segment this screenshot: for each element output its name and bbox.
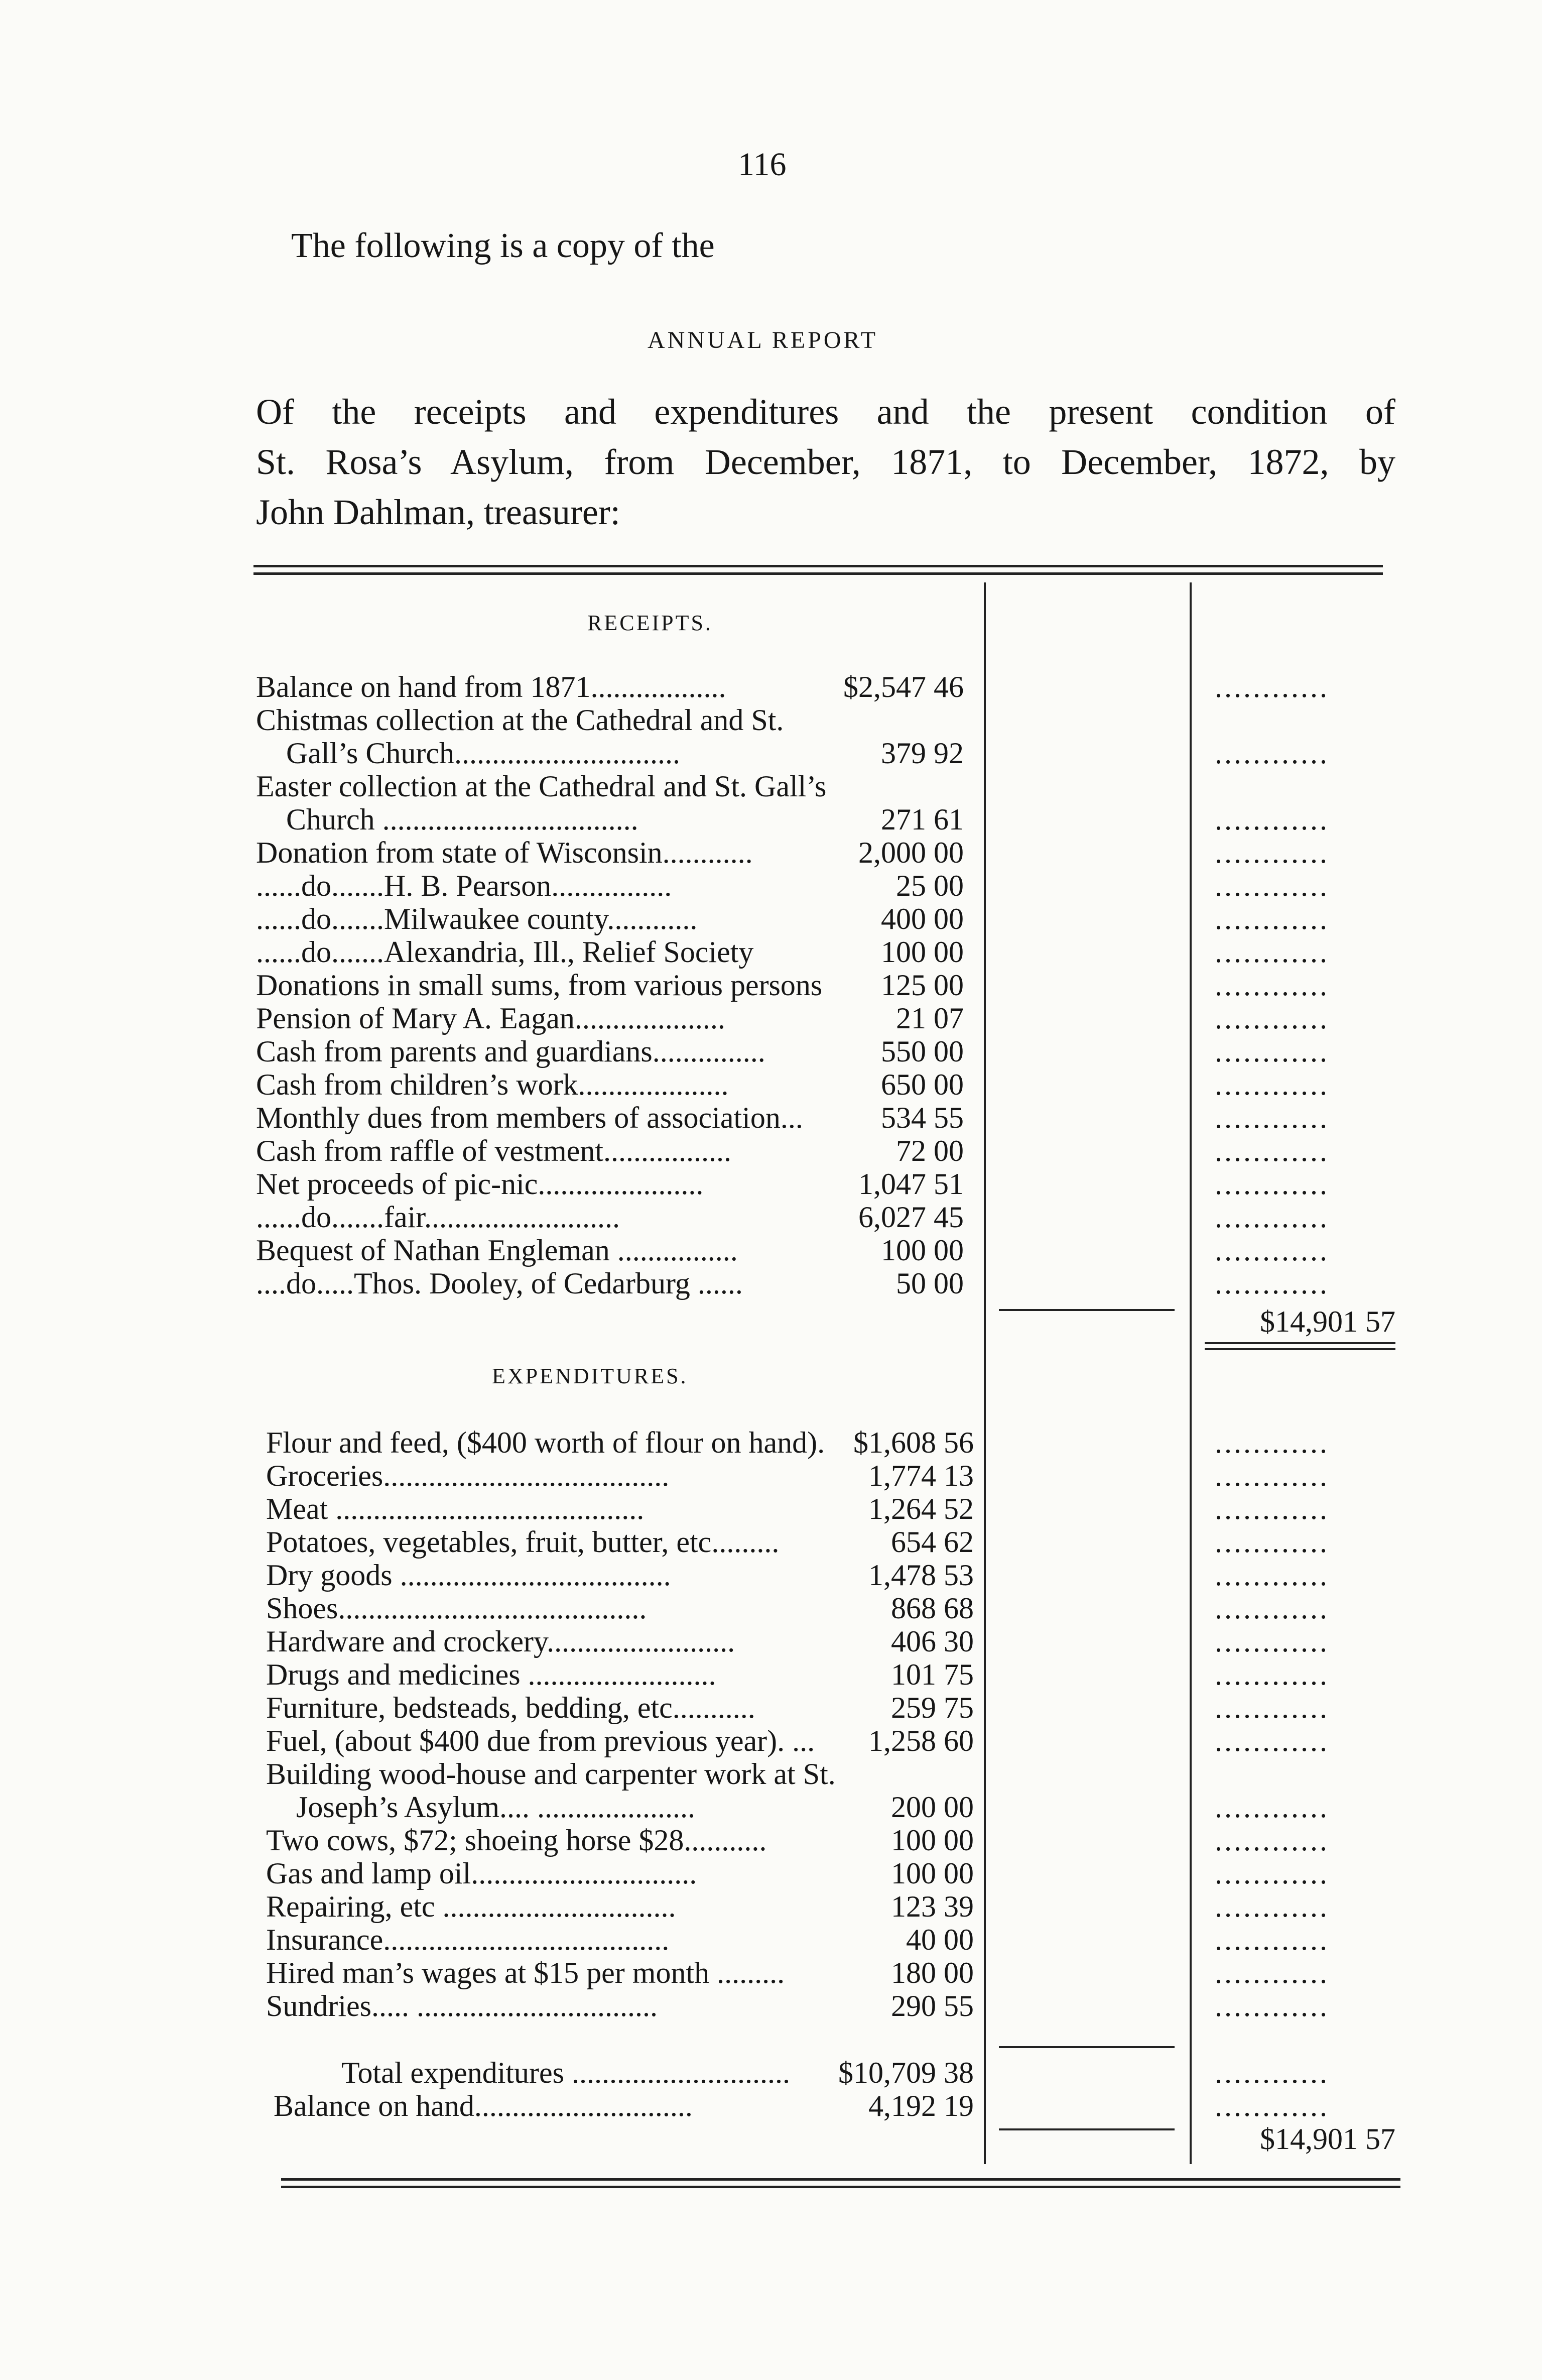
report-heading: ANNUAL REPORT (648, 327, 878, 353)
row-amount: 650 00 (881, 1068, 964, 1101)
row-amount: 101 75 (891, 1658, 974, 1691)
row-description: Cash from children’s work.................... (256, 1068, 729, 1101)
table-row (0, 703, 1542, 737)
row-amount: 1,478 53 (868, 1559, 974, 1592)
dot-leader: ............ (1215, 1459, 1329, 1492)
row-description: Groceries...................................... (266, 1459, 670, 1492)
row-description: ......do.......Alexandria, Ill., Relief Society (256, 935, 754, 969)
dot-leader: ............ (1215, 1824, 1329, 1857)
row-description: ......do.......H. B. Pearson................ (256, 869, 672, 902)
dot-leader: ............ (1215, 1068, 1329, 1101)
row-amount: 100 00 (881, 935, 964, 969)
row-description: Pension of Mary A. Eagan.................... (256, 1002, 725, 1035)
row-description: Donation from state of Wisconsin............ (256, 836, 753, 869)
table-row (0, 770, 1542, 803)
row-amount: $10,709 38 (838, 2056, 974, 2089)
row-description: Insurance...................................... (266, 1923, 670, 1956)
table-row (0, 1724, 1542, 1757)
description-line-1: Of the receipts and expenditures and the present condition of (256, 392, 1395, 432)
row-amount: 2,000 00 (858, 836, 964, 869)
row-description: Furniture, bedsteads, bedding, etc........... (266, 1691, 755, 1724)
dot-leader: ............ (1215, 1658, 1329, 1691)
row-amount: 40 00 (906, 1923, 974, 1956)
row-description: Total expenditures ............................. (341, 2056, 790, 2089)
table-row (0, 1267, 1542, 1300)
row-amount: 180 00 (891, 1956, 974, 1989)
dot-leader: ............ (1215, 836, 1329, 869)
table-row (0, 1525, 1542, 1559)
row-description: Fuel, (about $400 due from previous year). ... (266, 1724, 815, 1757)
table-row (0, 1691, 1542, 1724)
row-amount: $2,547 46 (843, 670, 964, 703)
row-description: Flour and feed, ($400 worth of flour on hand). (266, 1426, 825, 1459)
top-rule-2 (253, 572, 1383, 575)
dot-leader: ............ (1215, 1267, 1329, 1300)
row-description: Drugs and medicines ......................... (266, 1658, 716, 1691)
dot-leader: ............ (1215, 803, 1329, 836)
row-description: ......do.......fair.......................... (256, 1201, 620, 1234)
table-row (0, 1791, 1542, 1824)
row-description: Net proceeds of pic-nic...................... (256, 1167, 704, 1201)
row-description: Gas and lamp oil.............................. (266, 1857, 697, 1890)
table-row (0, 836, 1542, 869)
receipts-total-rule-2 (1205, 1348, 1395, 1350)
table-row (0, 670, 1542, 703)
row-amount: 4,192 19 (868, 2089, 974, 2122)
row-description: Dry goods .................................... (266, 1559, 671, 1592)
table-row (0, 1134, 1542, 1167)
table-row (0, 1234, 1542, 1267)
dot-leader: ............ (1215, 1923, 1329, 1956)
row-description: Bequest of Nathan Engleman ................ (256, 1234, 738, 1267)
row-description: Shoes......................................... (266, 1592, 647, 1625)
dot-leader: ............ (1215, 1956, 1329, 1989)
row-description: Meat ......................................... (266, 1492, 645, 1525)
row-description: Two cows, $72; shoeing horse $28........... (266, 1824, 767, 1857)
page-number: 116 (738, 146, 787, 183)
row-amount: 72 00 (896, 1134, 964, 1167)
table-row (0, 902, 1542, 935)
row-description: Balance on hand from 1871.................. (256, 670, 726, 703)
report-description (256, 387, 1395, 537)
dot-leader: ............ (1215, 1857, 1329, 1890)
row-description: Sundries..... ................................ (266, 1989, 658, 2022)
row-amount: 1,047 51 (858, 1167, 964, 1201)
table-row (0, 1923, 1542, 1956)
dot-leader: ............ (1215, 1989, 1329, 2022)
bottom-rule-1 (281, 2178, 1400, 2181)
dot-leader: ............ (1215, 1559, 1329, 1592)
row-amount: 379 92 (881, 737, 964, 770)
row-amount: 259 75 (891, 1691, 974, 1724)
dot-leader: ............ (1215, 1724, 1329, 1757)
table-row (0, 1167, 1542, 1201)
row-amount: 100 00 (881, 1234, 964, 1267)
description-line-2: St. Rosa’s Asylum, from December, 1871, to December, 1872, by (256, 442, 1395, 482)
table-row (0, 1035, 1542, 1068)
table-row (0, 1989, 1542, 2022)
row-amount: 100 00 (891, 1857, 974, 1890)
table-row (0, 1002, 1542, 1035)
dot-leader: ............ (1215, 1691, 1329, 1724)
balance-row (0, 2089, 1542, 2122)
row-description: Building wood-house and carpenter work at St. (266, 1757, 836, 1791)
dot-leader: ............ (1215, 869, 1329, 902)
row-amount: 100 00 (891, 1824, 974, 1857)
row-amount: 406 30 (891, 1625, 974, 1658)
row-amount: 200 00 (891, 1791, 974, 1824)
row-amount: 1,258 60 (868, 1724, 974, 1757)
row-amount: $1,608 56 (853, 1426, 974, 1459)
dot-leader: ............ (1215, 1525, 1329, 1559)
total-expenditures-row (0, 2056, 1542, 2089)
dot-leader: ............ (1215, 1134, 1329, 1167)
table-row (0, 1658, 1542, 1691)
dot-leader: ............ (1215, 902, 1329, 935)
bottom-rule-2 (281, 2186, 1400, 2188)
description-line-3: John Dahlman, treasurer: (256, 492, 620, 532)
row-description: Hardware and crockery......................... (266, 1625, 735, 1658)
table-row (0, 1426, 1542, 1459)
dot-leader: ............ (1215, 1201, 1329, 1234)
table-row (0, 935, 1542, 969)
row-description: Chistmas collection at the Cathedral and St. (256, 703, 784, 737)
grand-total: $14,901 57 (1260, 2122, 1395, 2156)
dot-leader: ............ (1215, 2089, 1329, 2122)
dot-leader: ............ (1215, 1592, 1329, 1625)
row-description: Gall’s Church.............................. (286, 737, 680, 770)
table-row (0, 1459, 1542, 1492)
row-amount: 400 00 (881, 902, 964, 935)
row-description: Donations in small sums, from various persons (256, 969, 823, 1002)
row-amount: 50 00 (896, 1267, 964, 1300)
dot-leader: ............ (1215, 1002, 1329, 1035)
dot-leader: ............ (1215, 1426, 1329, 1459)
row-description: Potatoes, vegetables, fruit, butter, etc......... (266, 1525, 780, 1559)
row-amount: 290 55 (891, 1989, 974, 2022)
table-row (0, 1559, 1542, 1592)
row-amount: 21 07 (896, 1002, 964, 1035)
dot-leader: ............ (1215, 2056, 1329, 2089)
receipts-total-rule-1 (1205, 1342, 1395, 1344)
dot-leader: ............ (1215, 969, 1329, 1002)
row-amount: 534 55 (881, 1101, 964, 1134)
table-row (0, 969, 1542, 1002)
row-description: ......do.......Milwaukee county............ (256, 902, 698, 935)
table-row (0, 869, 1542, 902)
table-row (0, 1824, 1542, 1857)
table-row (0, 1068, 1542, 1101)
expenditures-subtotal-rule (999, 2046, 1175, 2048)
table-row (0, 1857, 1542, 1890)
row-amount: 654 62 (891, 1525, 974, 1559)
dot-leader: ............ (1215, 670, 1329, 703)
table-row (0, 737, 1542, 770)
table-row (0, 1757, 1542, 1791)
table-row (0, 1201, 1542, 1234)
row-amount: 1,264 52 (868, 1492, 974, 1525)
table-row (0, 1592, 1542, 1625)
dot-leader: ............ (1215, 1791, 1329, 1824)
row-description: Cash from raffle of vestment................. (256, 1134, 732, 1167)
row-description: Balance on hand............................. (274, 2089, 693, 2122)
dot-leader: ............ (1215, 737, 1329, 770)
table-row (0, 803, 1542, 836)
row-amount: 550 00 (881, 1035, 964, 1068)
row-description: Easter collection at the Cathedral and St. Gall’s (256, 770, 827, 803)
expenditures-heading: EXPENDITURES. (492, 1364, 688, 1388)
row-amount: 123 39 (891, 1890, 974, 1923)
dot-leader: ............ (1215, 1890, 1329, 1923)
receipts-total-row (0, 1305, 1542, 1338)
row-description: Church .................................. (286, 803, 638, 836)
dot-leader: ............ (1215, 1625, 1329, 1658)
row-amount: 6,027 45 (858, 1201, 964, 1234)
dot-leader: ............ (1215, 1035, 1329, 1068)
table-row (0, 1890, 1542, 1923)
row-description: Repairing, etc ............................... (266, 1890, 676, 1923)
row-description: Joseph’s Asylum.... ..................... (296, 1791, 696, 1824)
table-row (0, 1956, 1542, 1989)
dot-leader: ............ (1215, 935, 1329, 969)
row-description: Monthly dues from members of association... (256, 1101, 803, 1134)
row-amount: 1,774 13 (868, 1459, 974, 1492)
receipts-total: $14,901 57 (1260, 1305, 1395, 1338)
dot-leader: ............ (1215, 1492, 1329, 1525)
receipts-heading: RECEIPTS. (587, 611, 713, 635)
grand-total-row (0, 2122, 1542, 2156)
table-row (0, 1492, 1542, 1525)
row-description: ....do.....Thos. Dooley, of Cedarburg ...... (256, 1267, 743, 1300)
row-amount: 868 68 (891, 1592, 974, 1625)
table-row (0, 1625, 1542, 1658)
row-description: Hired man’s wages at $15 per month ......... (266, 1956, 785, 1989)
row-amount: 25 00 (896, 869, 964, 902)
table-row (0, 1101, 1542, 1134)
dot-leader: ............ (1215, 1167, 1329, 1201)
row-amount: 271 61 (881, 803, 964, 836)
dot-leader: ............ (1215, 1234, 1329, 1267)
top-rule-1 (253, 565, 1383, 567)
row-description: Cash from parents and guardians............... (256, 1035, 765, 1068)
intro-line: The following is a copy of the (291, 226, 715, 265)
dot-leader: ............ (1215, 1101, 1329, 1134)
row-amount: 125 00 (881, 969, 964, 1002)
